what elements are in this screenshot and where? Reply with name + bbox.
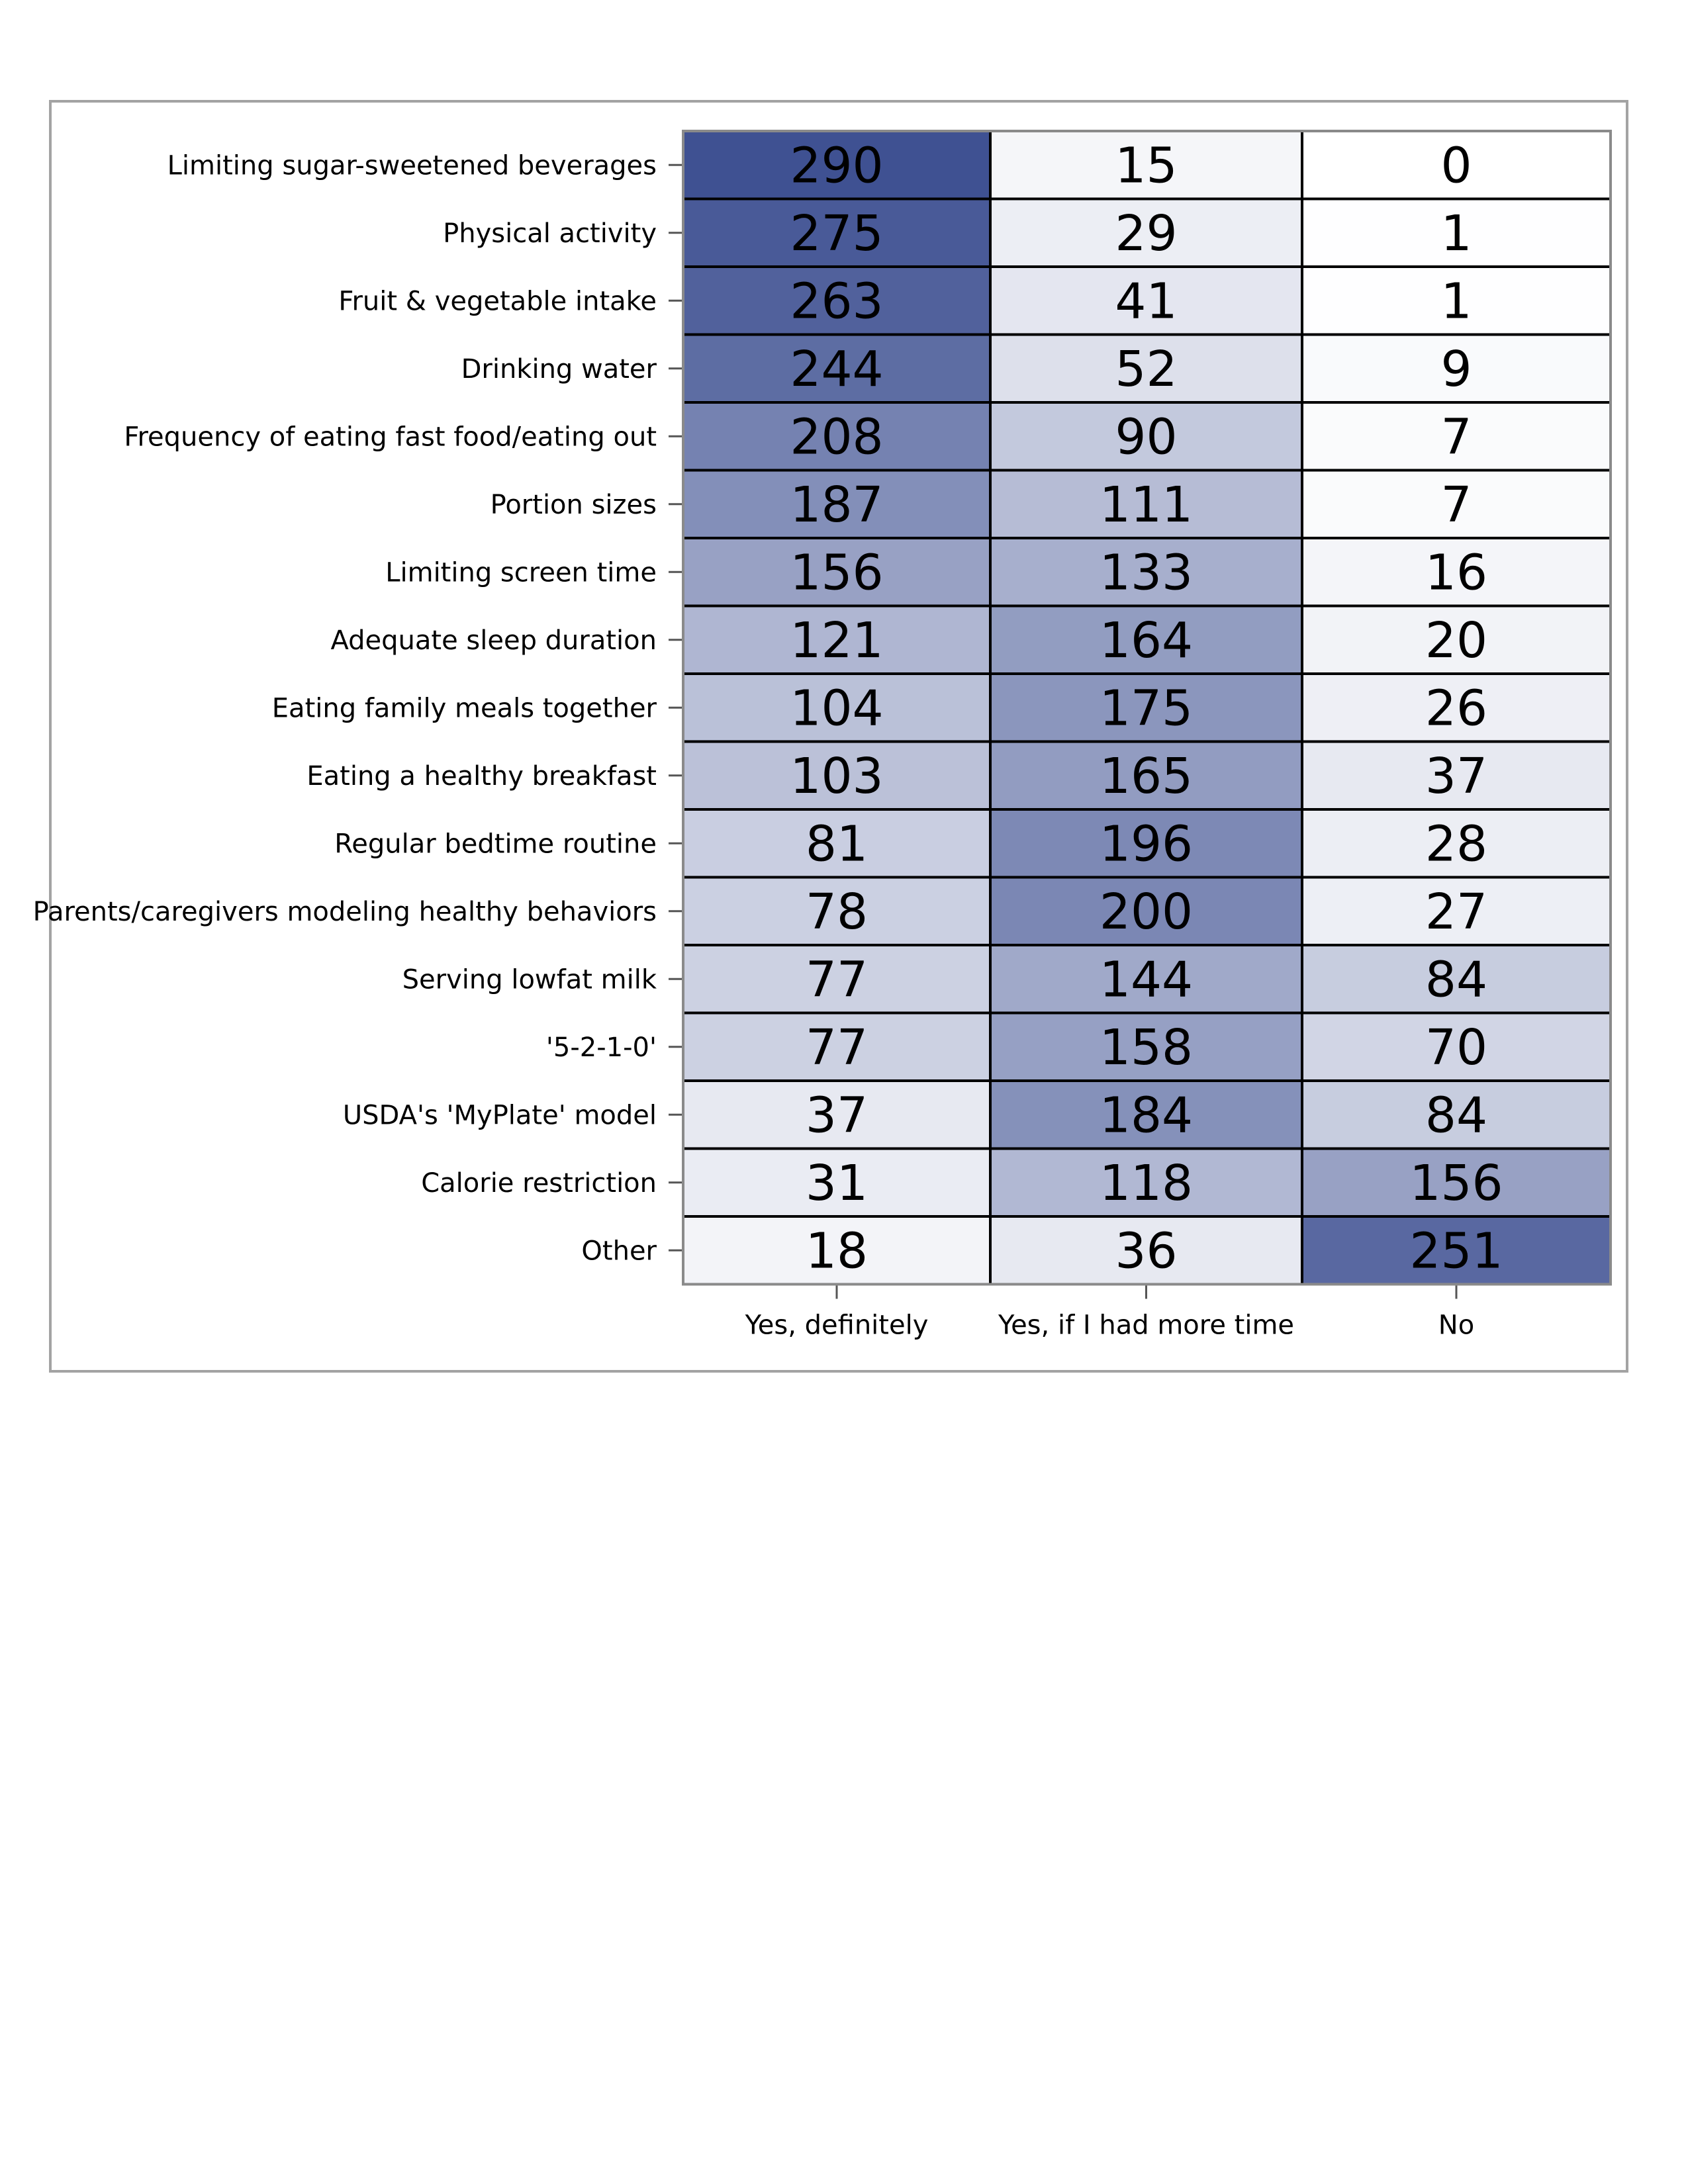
cell-value-label: 156 bbox=[790, 544, 884, 602]
cell-value-label: 0 bbox=[1440, 137, 1472, 195]
cell-value-label: 275 bbox=[790, 205, 884, 262]
cell-value-label: 144 bbox=[1099, 951, 1194, 1009]
cell-value-label: 27 bbox=[1425, 883, 1488, 940]
cell-value-label: 81 bbox=[805, 815, 868, 873]
cell-value-label: 175 bbox=[1099, 680, 1194, 737]
row-label: Serving lowfat milk bbox=[402, 964, 657, 995]
row-label: Portion sizes bbox=[490, 489, 657, 520]
cell-value-label: 290 bbox=[790, 137, 884, 195]
cell-value-label: 104 bbox=[790, 680, 884, 737]
cell-value-label: 15 bbox=[1115, 137, 1178, 195]
cell-value-label: 26 bbox=[1425, 680, 1488, 737]
cell-value-label: 36 bbox=[1115, 1222, 1178, 1280]
cell-value-label: 184 bbox=[1099, 1087, 1194, 1144]
row-label: Eating a healthy breakfast bbox=[306, 760, 657, 792]
cell-value-label: 7 bbox=[1440, 408, 1472, 466]
cell-value-label: 29 bbox=[1115, 205, 1178, 262]
cell-value-label: 196 bbox=[1099, 815, 1194, 873]
cell-value-label: 37 bbox=[1425, 747, 1488, 805]
cell-value-label: 7 bbox=[1440, 476, 1472, 533]
cell-value-label: 164 bbox=[1099, 612, 1194, 669]
row-label: Drinking water bbox=[461, 353, 657, 385]
cell-value-label: 52 bbox=[1115, 340, 1178, 398]
cell-value-label: 9 bbox=[1440, 340, 1472, 398]
row-label: Limiting sugar-sweetened beverages bbox=[167, 150, 657, 181]
cell-value-label: 121 bbox=[790, 612, 884, 669]
cell-value-label: 133 bbox=[1099, 544, 1194, 602]
cell-value-label: 84 bbox=[1425, 1087, 1488, 1144]
cell-value-label: 31 bbox=[805, 1154, 868, 1212]
cell-value-label: 78 bbox=[805, 883, 868, 940]
cell-value-label: 200 bbox=[1099, 883, 1194, 940]
cell-value-label: 156 bbox=[1409, 1154, 1503, 1212]
cell-value-label: 1 bbox=[1440, 273, 1472, 330]
cell-value-label: 263 bbox=[790, 273, 884, 330]
row-label: Physical activity bbox=[443, 218, 657, 249]
cell-value-label: 18 bbox=[805, 1222, 868, 1280]
cell-value-label: 41 bbox=[1115, 273, 1178, 330]
row-label: Parents/caregivers modeling healthy behaviors bbox=[32, 896, 657, 927]
cell-value-label: 165 bbox=[1099, 747, 1194, 805]
cell-value-label: 1 bbox=[1440, 205, 1472, 262]
cell-value-label: 187 bbox=[790, 476, 884, 533]
row-label: Adequate sleep duration bbox=[330, 625, 657, 656]
cell-value-label: 77 bbox=[805, 1019, 868, 1076]
cell-value-label: 77 bbox=[805, 951, 868, 1009]
cell-value-label: 103 bbox=[790, 747, 884, 805]
row-label: Regular bedtime routine bbox=[334, 829, 657, 860]
cell-value-label: 208 bbox=[790, 408, 884, 466]
row-labels bbox=[33, 150, 657, 1266]
cell-value-label: 90 bbox=[1115, 408, 1178, 466]
cell-value-label: 118 bbox=[1099, 1154, 1194, 1212]
column-label: No bbox=[1438, 1310, 1475, 1341]
cell-value-label: 251 bbox=[1409, 1222, 1503, 1280]
row-label: Frequency of eating fast food/eating out bbox=[124, 422, 657, 453]
cell-value-label: 37 bbox=[805, 1087, 868, 1144]
cell-value-label: 244 bbox=[790, 340, 884, 398]
cell-value-label: 28 bbox=[1425, 815, 1488, 873]
row-label: USDA's 'MyPlate' model bbox=[342, 1100, 657, 1131]
row-label: Other bbox=[581, 1236, 657, 1267]
row-label: Eating family meals together bbox=[271, 693, 657, 724]
row-label: Limiting screen time bbox=[385, 557, 657, 588]
cell-value-label: 16 bbox=[1425, 544, 1488, 602]
column-label: Yes, if I had more time bbox=[998, 1310, 1295, 1341]
cell-value-label: 20 bbox=[1425, 612, 1488, 669]
row-label: '5-2-1-0' bbox=[545, 1032, 657, 1063]
cell-value-label: 70 bbox=[1425, 1019, 1488, 1076]
cell-value-label: 158 bbox=[1099, 1019, 1194, 1076]
column-label: Yes, definitely bbox=[745, 1310, 929, 1341]
row-label: Fruit & vegetable intake bbox=[338, 286, 657, 317]
column-labels bbox=[745, 1310, 1475, 1341]
row-label: Calorie restriction bbox=[421, 1167, 657, 1199]
cell-value-label: 84 bbox=[1425, 951, 1488, 1009]
cell-value-label: 111 bbox=[1099, 476, 1194, 533]
